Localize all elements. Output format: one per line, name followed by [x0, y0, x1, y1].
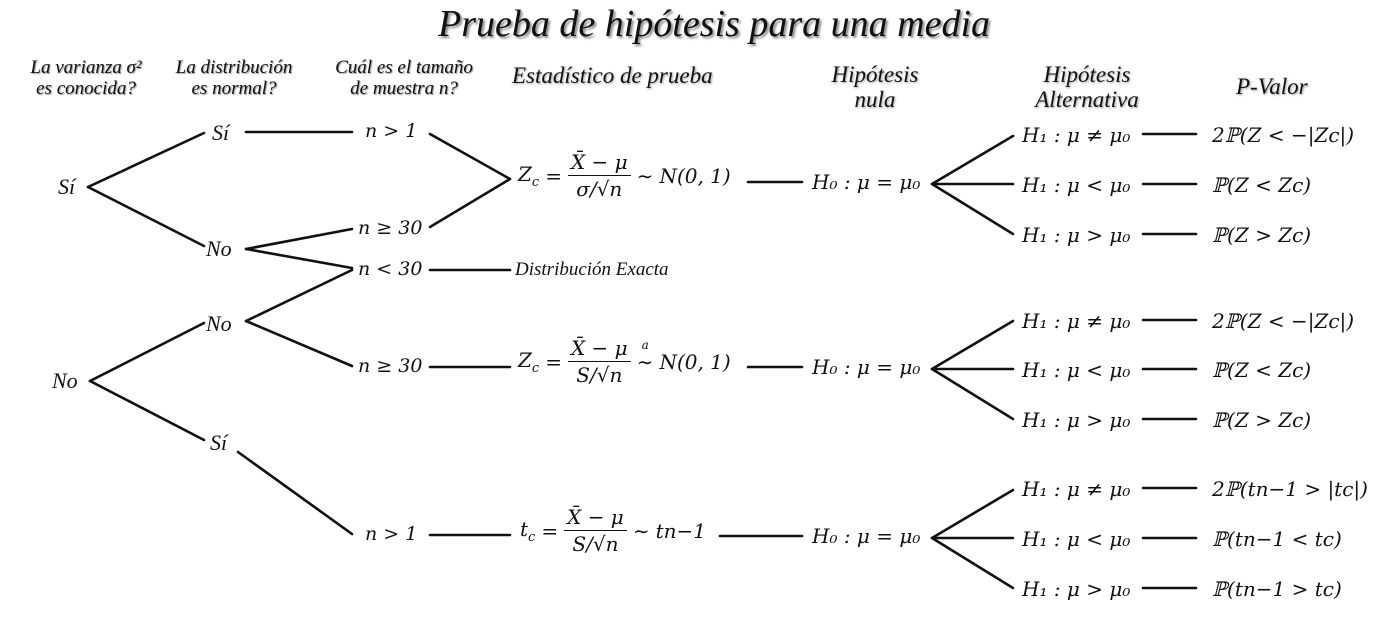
statistic-1-lhs: $Z_c$: [518, 161, 540, 190]
edge-null2-alt3: [932, 369, 1013, 419]
alt-3-1: H₁ : μ ≠ μ₀: [1022, 477, 1131, 501]
edge-rootsi-si: [88, 133, 204, 187]
statistic-3-num: X̄ − μ: [564, 505, 627, 531]
edge-no-n30: [246, 229, 352, 249]
header-nula-line2: nula: [854, 87, 896, 112]
header-tamano-line2: de muestra n?: [350, 78, 458, 99]
node-si-no: No: [206, 236, 232, 261]
statistic-2-frac: [568, 336, 631, 387]
edge-rootno-si: [90, 381, 204, 440]
alt-2-2: H₁ : μ < μ₀: [1022, 358, 1131, 382]
statistic-1-num: X̄ − μ: [568, 150, 631, 176]
statistic-3-frac: [564, 505, 627, 556]
pval-2-1: 2ℙ(Z < −|Zc|): [1212, 309, 1355, 333]
statistic-2-num: X̄ − μ: [568, 336, 631, 362]
statistic-3: [520, 505, 706, 556]
header-varianza-line2: es conocida?: [36, 78, 136, 99]
alt-2-3: H₁ : μ > μ₀: [1022, 408, 1131, 432]
alt-2-1: H₁ : μ ≠ μ₀: [1022, 309, 1131, 333]
alt-3-3: H₁ : μ > μ₀: [1022, 577, 1131, 601]
header-estadistico: Estadístico de prueba: [512, 63, 713, 88]
node-n-ge-30-mid: n ≥ 30: [358, 355, 423, 377]
statistic-1-den: σ/√n: [576, 177, 623, 201]
header-nula-line1: Hipótesis: [831, 62, 919, 87]
pval-1-2: ℙ(Z < Zc): [1212, 173, 1312, 197]
edge-rootno-no: [90, 323, 204, 381]
statistic-1-rel: ∼: [636, 163, 654, 188]
edge-no-nlt30: [246, 249, 352, 268]
edge-null2-alt1: [932, 321, 1013, 369]
edge-sibottom-n1: [238, 452, 352, 534]
node-n-ge-30-top: n ≥ 30: [358, 217, 423, 239]
statistic-3-den: S/√n: [572, 532, 619, 556]
statistic-2-rel: a ∼: [636, 337, 654, 374]
header-distribucion-line1: La distribución: [175, 57, 293, 78]
header-varianza: [12, 57, 160, 99]
header-tamano: [318, 57, 490, 99]
pval-3-3: ℙ(tn−1 > tc): [1212, 577, 1342, 601]
null-2: H₀ : μ = μ₀: [812, 355, 921, 379]
node-exacta: Distribución Exacta: [515, 259, 669, 280]
statistic-2-dist: N(0, 1): [659, 349, 731, 374]
alt-1-1: H₁ : μ ≠ μ₀: [1022, 123, 1131, 147]
node-root-si: Sí: [58, 174, 76, 199]
pval-1-3: ℙ(Z > Zc): [1212, 223, 1312, 247]
node-n-gt-1-bottom: n > 1: [365, 523, 418, 545]
statistic-2-rel-sup: a: [641, 337, 649, 352]
statistic-1-eq: =: [545, 163, 562, 188]
alt-1-3: H₁ : μ > μ₀: [1022, 223, 1131, 247]
statistic-3-rel: ∼: [632, 518, 650, 543]
edge-nomid-n30: [246, 321, 352, 366]
null-1: H₀ : μ = μ₀: [812, 170, 921, 194]
node-si-si: Sí: [212, 120, 230, 145]
null-3: H₀ : μ = μ₀: [812, 524, 921, 548]
header-nula: [812, 62, 938, 112]
pval-2-3: ℙ(Z > Zc): [1212, 408, 1312, 432]
edge-nomid-nlt30: [246, 270, 352, 321]
header-varianza-line1: La varianza σ²: [30, 57, 142, 78]
header-tamano-line1: Cuál es el tamaño: [335, 57, 473, 78]
statistic-3-dist: tn−1: [655, 518, 706, 543]
edge-n1-zc: [430, 134, 510, 179]
statistic-2: [518, 336, 731, 387]
edge-null1-alt1: [932, 136, 1013, 184]
pval-2-2: ℙ(Z < Zc): [1212, 358, 1312, 382]
alt-3-2: H₁ : μ < μ₀: [1022, 527, 1131, 551]
node-n-lt-30: n < 30: [358, 258, 423, 280]
edge-rootsi-no: [88, 187, 204, 246]
page-title: Prueba de hipótesis para una media: [438, 3, 991, 45]
edge-null1-alt3: [932, 184, 1013, 234]
statistic-1-frac: [568, 150, 631, 201]
statistic-3-lhs: $t_c$: [520, 516, 536, 545]
header-alternativa-line2: Alternativa: [1035, 87, 1139, 112]
statistic-1-dist: N(0, 1): [659, 163, 731, 188]
node-no-si: Sí: [210, 430, 228, 455]
pval-1-1: 2ℙ(Z < −|Zc|): [1212, 123, 1355, 147]
statistic-2-lhs: $Z_c$: [518, 347, 540, 376]
header-pvalor: P-Valor: [1236, 74, 1308, 99]
header-alternativa-line1: Hipótesis: [1043, 62, 1131, 87]
node-root-no: No: [52, 368, 78, 393]
pval-3-2: ℙ(tn−1 < tc): [1212, 527, 1342, 551]
statistic-2-den: S/√n: [576, 363, 623, 387]
statistic-2-eq: =: [545, 349, 562, 374]
edge-null3-alt1: [932, 490, 1013, 538]
node-no-no: No: [206, 311, 232, 336]
header-alternativa: [1014, 62, 1160, 112]
node-n-gt-1-top: n > 1: [365, 120, 418, 142]
edge-null3-alt3: [932, 538, 1013, 588]
pval-3-1: 2ℙ(tn−1 > |tc|): [1212, 477, 1368, 501]
header-distribucion-line2: es normal?: [191, 78, 277, 99]
header-distribucion: [160, 57, 308, 99]
alt-1-2: H₁ : μ < μ₀: [1022, 173, 1131, 197]
edge-n30-zc: [430, 179, 510, 227]
statistic-1: [518, 150, 731, 201]
statistic-3-eq: =: [541, 518, 559, 543]
